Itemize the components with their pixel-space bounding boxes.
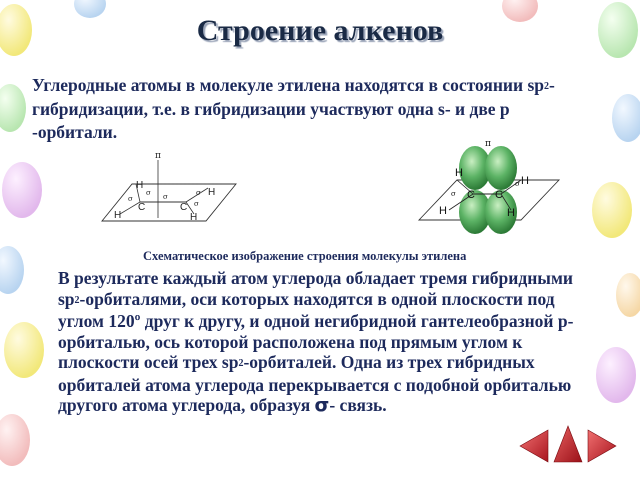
sigma-label-4: σ bbox=[196, 189, 201, 197]
para-sup2: 2 bbox=[238, 358, 244, 369]
ch-bond-bottom-left bbox=[120, 202, 140, 214]
sigma-symbol: σ bbox=[314, 394, 330, 416]
para-part1: В результате каждый атом углерода обладает тремя гибридными sp bbox=[58, 268, 573, 309]
sigma-label-3: σ bbox=[163, 193, 168, 201]
hydrogen-label-3: H bbox=[114, 210, 122, 221]
para-sup1: 2 bbox=[74, 294, 80, 306]
carbon-label-2: C bbox=[495, 189, 503, 201]
intro-sup: 2 bbox=[544, 81, 550, 92]
pi-label: π bbox=[155, 151, 161, 161]
carbon-label-1: C bbox=[138, 202, 146, 213]
hydrogen-label-4: H bbox=[507, 207, 515, 219]
ethylene-orbital-diagram bbox=[415, 138, 563, 238]
pi-label: π bbox=[485, 139, 491, 149]
intro-part2: -гибридизации, т.е. в гибридизации участвуют одна s- и две p -орбитали. bbox=[32, 75, 555, 142]
carbon-label-2: C bbox=[180, 202, 188, 213]
sigma-label-2: σ bbox=[146, 189, 151, 197]
slide-navigation bbox=[518, 424, 618, 464]
slide-title: Строение алкенов bbox=[196, 14, 444, 47]
hydrogen-label-4: H bbox=[190, 212, 198, 223]
p-orbital-top-right bbox=[485, 146, 517, 190]
intro-part1: Углеродные атомы в молекуле этилена находятся в состоянии sp bbox=[32, 75, 545, 95]
para-part3: -орбиталей. Одна из трех гибридных орбиталей атома углерода перекрывается с подобной орбиталью другого атома углерода, образуя bbox=[58, 352, 572, 415]
sigma-label-1: σ bbox=[128, 195, 133, 203]
sigma-label-1: σ bbox=[451, 190, 456, 198]
para-part2: -орбиталями, оси которых находятся в одной плоскости под углом 120º друг к другу, и одной негибридной гантелеобразной p-орбиталью, ось которой расположена под прямым углом к плоскости осей трех sp bbox=[58, 288, 574, 372]
intro-text bbox=[32, 74, 562, 144]
nav-arrow-right-icon[interactable] bbox=[588, 430, 616, 462]
molecular-plane bbox=[102, 184, 236, 221]
para-part4: - связь. bbox=[329, 395, 387, 415]
sigma-label-2: σ bbox=[515, 180, 520, 188]
nav-arrow-up-icon[interactable] bbox=[554, 426, 582, 462]
hydrogen-label-1: H bbox=[136, 180, 144, 191]
ethylene-schematic-diagram bbox=[100, 148, 240, 228]
main-paragraph bbox=[58, 268, 603, 416]
nav-home-button[interactable] bbox=[554, 426, 582, 462]
nav-previous-button[interactable] bbox=[520, 430, 548, 462]
carbon-label-1: C bbox=[467, 189, 475, 201]
sigma-label-5: σ bbox=[194, 200, 199, 208]
hydrogen-label-2: H bbox=[208, 187, 216, 198]
nav-next-button[interactable] bbox=[588, 430, 616, 462]
diagram-caption: Схематическое изображение строения молекулы этилена bbox=[143, 249, 467, 263]
hydrogen-label-2: H bbox=[521, 175, 529, 187]
nav-arrow-left-icon[interactable] bbox=[520, 430, 548, 462]
hydrogen-label-1: H bbox=[455, 167, 463, 179]
hydrogen-label-3: H bbox=[439, 205, 447, 217]
